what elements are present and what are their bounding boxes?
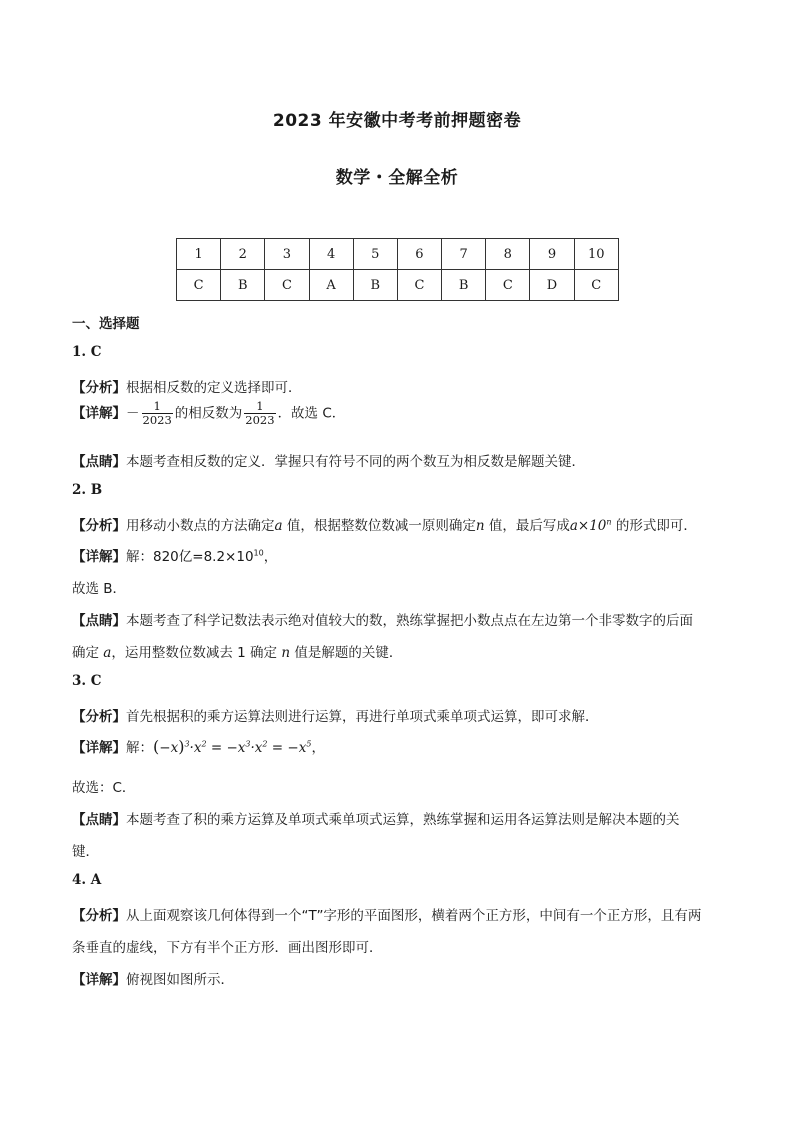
q2-analysis-part: 用移动小数点的方法确定 (126, 518, 275, 534)
q3-comment-line-2: 键． (72, 844, 99, 860)
answer-table-number-cell: 8 (486, 239, 530, 270)
var-n: n (475, 518, 485, 534)
answer-table-number-cell: 2 (221, 239, 265, 270)
q2-detail-text: 解：820亿=8.2×10 (126, 549, 254, 565)
answer-table-answer-cell: C (574, 270, 618, 301)
answer-table-number-cell: 6 (397, 239, 441, 270)
q3-heading: 3. C (72, 673, 102, 689)
answer-table-number-cell: 9 (530, 239, 574, 270)
q2-conclusion: 故选 B． (72, 581, 127, 597)
answer-table-answer-row (177, 270, 619, 301)
q3-detail-prefix: 解： (126, 740, 153, 756)
answer-table-answer-cell: C (397, 270, 441, 301)
q2-detail-comma: ， (263, 549, 278, 565)
answer-table-answer-cell: C (177, 270, 221, 301)
analysis-tag: 【分析】 (72, 518, 126, 534)
q1-analysis-text: 根据相反数的定义选择即可． (126, 380, 302, 396)
q3-conclusion: 故选：C． (72, 780, 136, 796)
q3-comment-text: 本题考查了积的乘方运算及单项式乘单项式运算，熟练掌握和运用各运算法则是解决本题的关 (126, 812, 680, 828)
q1-comment (72, 450, 585, 470)
q2-heading: 2. B (72, 482, 103, 498)
detail-tag: 【详解】 (72, 972, 126, 988)
analysis-tag: 【分析】 (72, 908, 126, 924)
document-title: 2023 年安徽中考考前押题密卷 (272, 111, 522, 131)
analysis-tag: 【分析】 (72, 380, 126, 396)
q1-detail-mid: 的相反数为 (174, 405, 243, 422)
comment-tag: 【点睛】 (72, 454, 126, 470)
comment-tag: 【点睛】 (72, 812, 126, 828)
detail-tag: 【详解】 (72, 740, 126, 756)
comment-tag: 【点睛】 (72, 613, 126, 629)
q3-equation: $(-x)^3\cdot x^2 = -x^3\cdot x^2 = -x^5$ (153, 737, 312, 756)
answer-table-number-cell: 4 (309, 239, 353, 270)
answer-table-number-cell: 10 (574, 239, 618, 270)
q3-detail: 【详解】解：$(-x)^3\cdot x^2 = -x^3\cdot x^2 = -x^5$， (72, 737, 325, 756)
q2-comment-line-1 (72, 609, 693, 629)
q2-detail (72, 545, 277, 565)
var-a: a (274, 518, 283, 534)
q2-analysis (72, 514, 697, 534)
q4-analysis-text: 从上面观察该几何体得到一个“T”字形的平面图形，横着两个正方形，中间有一个正方形，且有两 (126, 908, 702, 924)
fraction-numerator: 1 (244, 400, 275, 414)
q1-minus-sign: － (126, 405, 140, 422)
fraction-numerator: 1 (142, 400, 173, 414)
answer-table-number-cell: 3 (265, 239, 309, 270)
answer-table-number-cell: 7 (442, 239, 486, 270)
answer-table (176, 238, 619, 301)
q2-comment-text: 本题考查了科学记数法表示绝对值较大的数，熟练掌握把小数点点在左边第一个非零数字的后面 (126, 613, 693, 629)
q1-comment-text: 本题考查相反数的定义．掌握只有符号不同的两个数互为相反数是解题关键． (126, 454, 585, 470)
document-subtitle: 数学・全解全析 (335, 168, 459, 188)
detail-tag: 【详解】 (72, 405, 126, 422)
sci-notation-exponent: n (606, 517, 612, 527)
q2-comment-part: ，运用整数位数减去 1 确定 (111, 645, 282, 661)
q2-detail-exponent: 10 (253, 548, 264, 558)
q1-fraction-negative (142, 400, 173, 427)
answer-table-answer-cell: C (486, 270, 530, 301)
fraction-denominator: 2023 (245, 413, 275, 427)
answer-table-answer-cell: C (265, 270, 309, 301)
q4-detail-text: 俯视图如图所示． (126, 972, 234, 988)
answer-table-number-cell: 1 (177, 239, 221, 270)
var-a: a (103, 645, 112, 661)
section-heading: 一、选择题 (72, 316, 140, 332)
answer-table-number-cell: 5 (353, 239, 397, 270)
q2-analysis-part: 值，最后写成 (484, 518, 570, 534)
q4-analysis-line-2: 条垂直的虚线，下方有半个正方形．画出图形即可． (72, 940, 383, 956)
q3-analysis-text: 首先根据积的乘方运算法则进行运算，再进行单项式乘单项式运算，即可求解． (126, 709, 599, 725)
q1-heading: 1. C (72, 344, 102, 360)
q3-comment-line-1 (72, 808, 680, 828)
detail-tag: 【详解】 (72, 549, 126, 565)
q1-detail-end: ．故选 C． (277, 405, 346, 422)
answer-table-answer-cell: A (309, 270, 353, 301)
q1-analysis (72, 376, 302, 396)
q3-analysis (72, 705, 599, 725)
sci-notation-form: a×10 (569, 518, 607, 534)
q2-analysis-part: 的形式即可． (611, 518, 697, 534)
q4-detail (72, 968, 234, 988)
q2-comment-part: 值是解题的关键． (290, 645, 403, 661)
q2-analysis-part: 值，根据整数位数减一原则确定 (282, 518, 476, 534)
q1-fraction-positive (244, 400, 275, 427)
answer-table-answer-cell: B (353, 270, 397, 301)
q1-detail (72, 400, 345, 427)
answer-table-answer-cell: B (442, 270, 486, 301)
answer-table-answer-cell: D (530, 270, 574, 301)
answer-table-answer-cell: B (221, 270, 265, 301)
answer-table-number-row (177, 239, 619, 270)
fraction-denominator: 2023 (142, 413, 172, 427)
q2-comment-line-2 (72, 641, 402, 661)
q4-heading: 4. A (72, 872, 102, 888)
q4-analysis-line-1 (72, 904, 701, 924)
var-n: n (281, 645, 291, 661)
q2-comment-part: 确定 (72, 645, 104, 661)
analysis-tag: 【分析】 (72, 709, 126, 725)
